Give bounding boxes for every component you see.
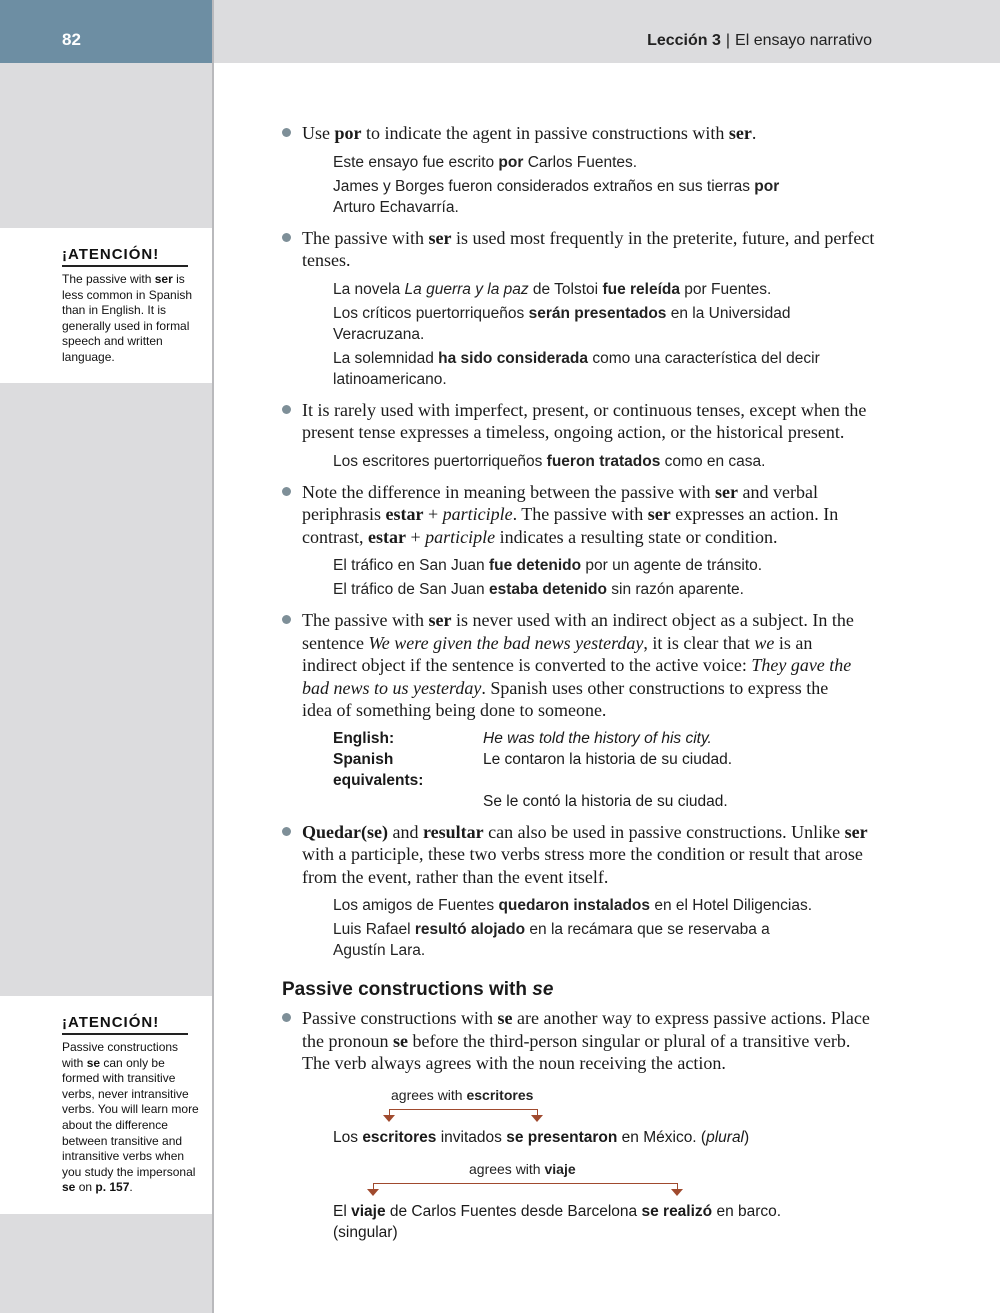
atencion-box-1	[0, 228, 212, 383]
arrow-label: agrees with viaje	[469, 1160, 576, 1177]
running-header	[647, 32, 872, 50]
agreement-diagram-1	[333, 1083, 882, 1155]
bullet-item	[282, 481, 882, 601]
page-number-box	[0, 0, 212, 63]
table-row: Spanish equivalents: Le contaron la historia de su ciudad.	[333, 750, 733, 789]
examples	[333, 555, 882, 600]
agreement-diagram-2	[333, 1157, 882, 1257]
bullet-icon	[282, 405, 291, 414]
atencion-box-2	[0, 996, 212, 1214]
header-separator: |	[725, 32, 731, 49]
bullet-text: The passive with ser is used most frequently in the preterite, future, and perfect tenses.	[302, 227, 875, 270]
lesson-label: Lección 3	[647, 32, 721, 49]
arrow-head-icon	[383, 1115, 395, 1122]
bullet-text: The passive with ser is never used with an indirect object as a subject. In the sentence We were given the bad news yesterday, it is clear that we is an indirect object if the sentence is converted to the active voice: They gave the bad news to us yesterday. Spanish uses other constructions to express the idea of something being done to someone.	[302, 610, 854, 720]
example-sentence: James y Borges fueron considerados extraños en sus tierras por Arturo Echavarría.	[333, 177, 780, 216]
translation-table	[333, 728, 882, 812]
arrow-head-icon	[367, 1189, 379, 1196]
examples	[333, 279, 882, 390]
atencion-title: ¡ATENCIÓN!	[62, 1014, 160, 1031]
bullet-item	[282, 609, 882, 812]
example-sentence: (singular)	[333, 1223, 398, 1241]
bullet-item	[282, 399, 882, 472]
bullet-item	[282, 227, 882, 390]
example-sentence: Los escritores puertorriqueños fueron tratados como en casa.	[333, 452, 766, 470]
bullet-text: Note the difference in meaning between the passive with ser and verbal periphrasis estar + participle. The passive with ser expresses an action. In contrast, estar + participle indicates a resulting state or condition.	[302, 481, 839, 547]
table-row: English: He was told the history of his city.	[333, 729, 712, 747]
example-sentence: La novela La guerra y la paz de Tolstoi fue releída por Fuentes.	[333, 280, 772, 298]
bullet-text: It is rarely used with imperfect, present, or continuous tenses, except when the present tense expresses a timeless, ongoing action, or the historical present.	[302, 399, 867, 442]
arrow-label: agrees with escritores	[391, 1086, 534, 1103]
header-bar	[214, 0, 1000, 63]
bullet-text: Quedar(se) and resultar can also be used in passive constructions. Unlike ser with a participle, these two verbs stress more the condition or result that arose from the event, rather than the event itself.	[302, 821, 868, 887]
atencion-text: Passive constructions with se can only be formed with transitive verbs, never intransitive verbs. You will learn more about the difference between transitive and intransitive verbs when you study the impersonal se on p. 157.	[62, 1040, 199, 1195]
table-row: Se le contó la historia de su ciudad.	[483, 792, 728, 810]
arrow-head-icon	[531, 1115, 543, 1122]
page-number: 82	[62, 30, 81, 49]
bullet-item	[282, 821, 882, 962]
bullet-item	[282, 1007, 882, 1257]
example-sentence: El tráfico de San Juan estaba detenido sin razón aparente.	[333, 581, 744, 598]
example-sentence: El viaje de Carlos Fuentes desde Barcelona se realizó en barco.	[333, 1202, 782, 1220]
bullet-item	[282, 122, 882, 218]
bullet-text: Passive constructions with se are another way to express passive actions. Place the pronoun se before the third-person singular or plural of a transitive verb. The verb always agrees with the noun receiving the action.	[302, 1008, 870, 1073]
chapter-title: El ensayo narrativo	[735, 32, 872, 49]
bullet-icon	[282, 615, 291, 624]
atencion-rule	[62, 265, 188, 267]
examples	[333, 895, 882, 961]
main-content	[282, 122, 882, 1266]
example-sentence: Los críticos puertorriqueños serán presentados en la Universidad Veracruzana.	[333, 304, 791, 343]
example-sentence: Luis Rafael resultó alojado en la recámara que se reservaba a Agustín Lara.	[333, 921, 770, 959]
example-sentence: Los escritores invitados se presentaron en México. (plural)	[333, 1128, 750, 1146]
arrow-line	[373, 1183, 677, 1184]
arrow-line	[389, 1109, 537, 1110]
bullet-icon	[282, 827, 291, 836]
examples	[333, 152, 882, 218]
bullet-icon	[282, 128, 291, 137]
section-heading: Passive constructions with se	[282, 979, 554, 1000]
bullet-text: Use por to indicate the agent in passive constructions with ser.	[302, 123, 757, 143]
bullet-icon	[282, 233, 291, 242]
bullet-icon	[282, 487, 291, 496]
arrow-head-icon	[671, 1189, 683, 1196]
example-sentence: Los amigos de Fuentes quedaron instalados en el Hotel Diligencias.	[333, 897, 813, 914]
atencion-text: The passive with ser is less common in Spanish than in English. It is generally used in formal speech and written language.	[62, 272, 193, 364]
atencion-title: ¡ATENCIÓN!	[62, 246, 160, 263]
atencion-rule	[62, 1033, 188, 1035]
example-sentence: La solemnidad ha sido considerada como una característica del decir latinoamericano.	[333, 349, 820, 388]
example-sentence: Este ensayo fue escrito por Carlos Fuentes.	[333, 153, 638, 171]
bullet-icon	[282, 1013, 291, 1022]
examples	[333, 451, 882, 472]
sidebar-divider	[212, 0, 214, 1313]
example-sentence: El tráfico en San Juan fue detenido por un agente de tránsito.	[333, 557, 763, 574]
